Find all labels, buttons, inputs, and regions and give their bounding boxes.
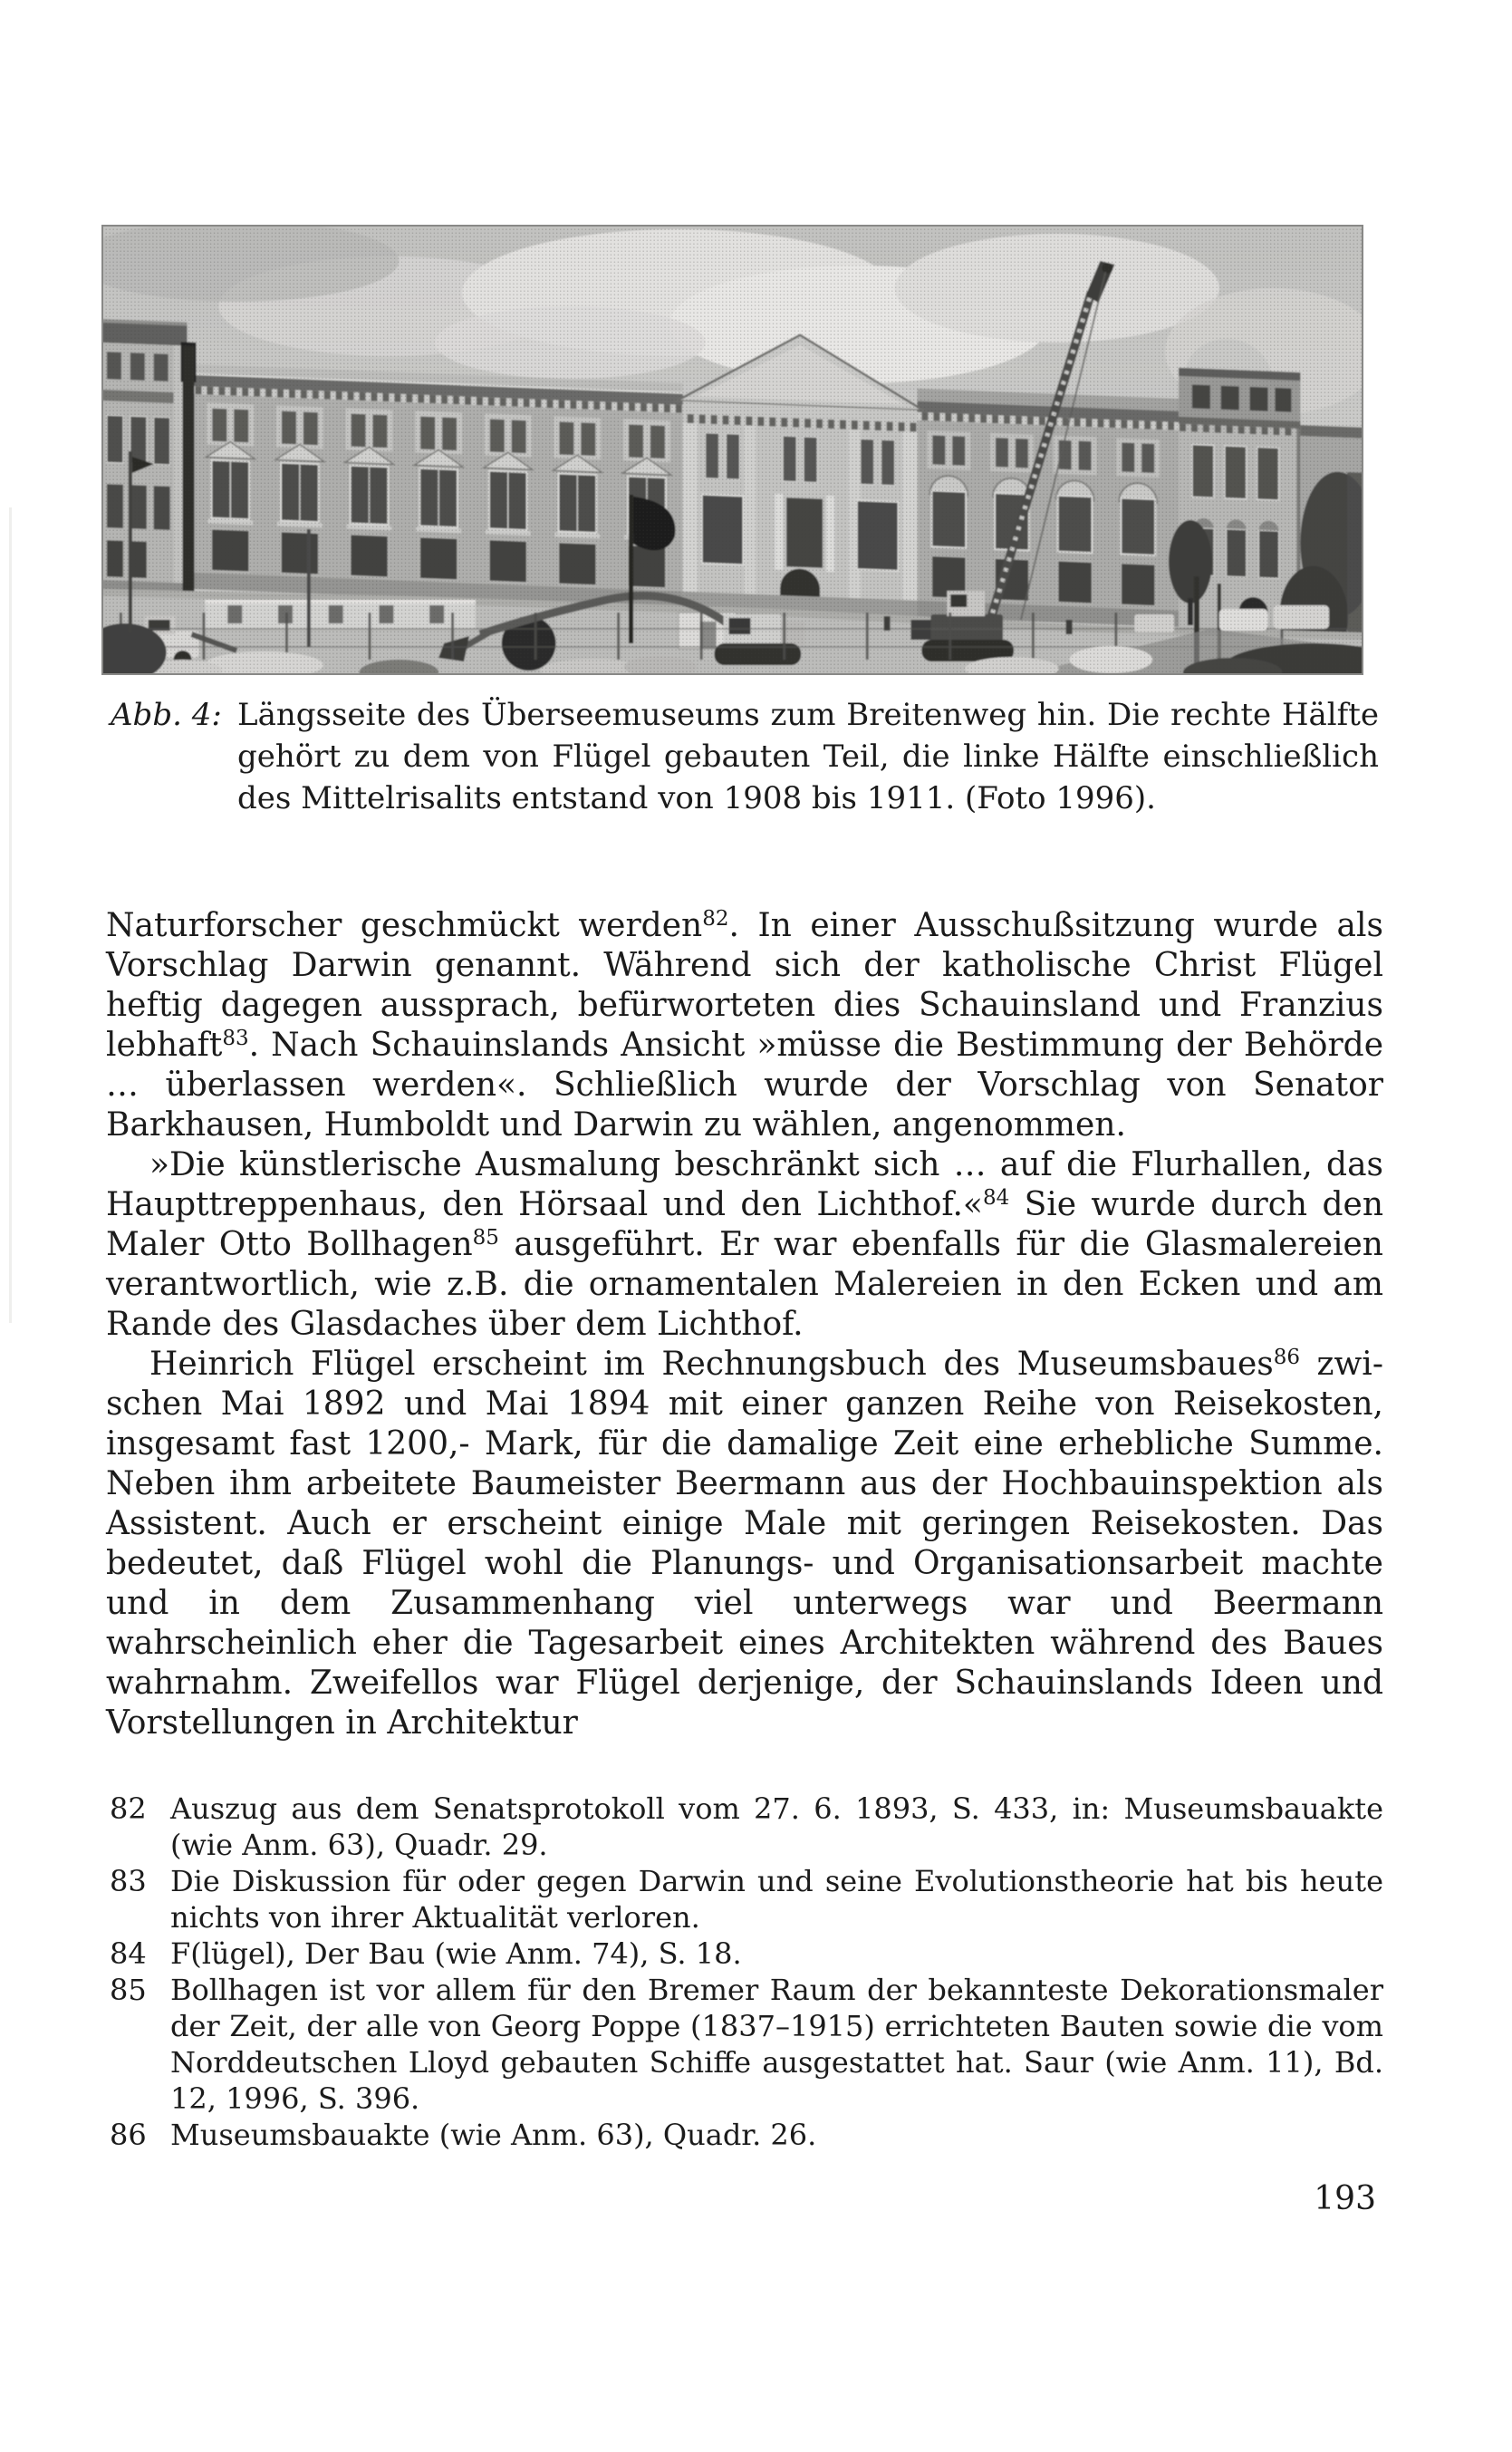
text-run: ausgeführt. Er war ebenfalls für die Glasmalereien verantwortlich, wie z.B. die ornamentalen Malereien in den Ecken und am Rande des Glasdaches über dem Lichthof. xyxy=(106,1226,1383,1343)
figure-caption-text: Längsseite des Überseemuseums zum Breitenweg hin. Die rechte Hälfte gehört zu dem von Flügel gebauten Teil, die linke Hälfte einschließlich des Mittelrisalits entstand von 1908 bis 1911. (Foto 1996). xyxy=(237,697,1379,816)
text-run: »Die künstlerische Ausmalung beschränkt sich … auf die Flurhallen, das Haupttreppenhaus, den Hörsaal und den Lichthof.« xyxy=(106,1146,1383,1223)
footnote-text: Die Diskussion für oder gegen Darwin und seine Evolutionstheorie hat bis heute nichts von ihrer Aktualität verloren. xyxy=(170,1864,1383,1935)
footnote-ref-86: 86 xyxy=(1273,1346,1301,1369)
figure-caption xyxy=(111,694,1379,819)
scan-artifact-line xyxy=(9,507,12,1323)
paragraph-2 xyxy=(106,1145,1383,1345)
footnote-ref-85: 85 xyxy=(472,1226,499,1250)
footnote-ref-84: 84 xyxy=(982,1186,1010,1210)
text-run: Naturforscher geschmückt werden xyxy=(106,907,703,944)
page-number: 193 xyxy=(1314,2180,1376,2217)
footnote-83 xyxy=(110,1863,1383,1936)
footnote-ref-83: 83 xyxy=(222,1027,249,1050)
body-text xyxy=(106,906,1383,1743)
footnote-ref-82: 82 xyxy=(702,907,729,931)
footnote-text: Museumsbauakte (wie Anm. 63), Quadr. 26. xyxy=(170,2118,817,2152)
text-run: Sie wurde durch den Maler Otto Bollhagen xyxy=(106,1186,1383,1263)
footnote-85 xyxy=(110,1972,1383,2117)
footnote-text: F(lügel), Der Bau (wie Anm. 74), S. 18. xyxy=(170,1936,742,1971)
footnote-text: Auszug aus dem Senatsprotokoll vom 27. 6. 1893, S. 433, in: Museumsbauakte (wie Anm. 63), Quadr. 29. xyxy=(170,1791,1383,1862)
figure-photo xyxy=(101,225,1363,675)
footnote-number: 83 xyxy=(110,1864,147,1898)
footnote-text: Bollhagen ist vor allem für den Bremer Raum der bekannteste Dekorationsmaler der Zeit, der alle von Georg Poppe (1837–1915) errichteten Bauten sowie die vom Norddeutschen Lloyd gebauten Schiffe ausgestattet hat. Saur (wie Anm. 11), Bd. 12, 1996, S. 396. xyxy=(170,1973,1383,2116)
text-run: . In einer Ausschußsitzung wurde als Vorschlag Darwin genannt. Während sich der katholische Christ Flügel heftig dagegen aussprach, befürworteten dies Schauinsland und Franzius lebhaft xyxy=(106,907,1383,1064)
footnote-86 xyxy=(110,2117,1383,2153)
footnote-84 xyxy=(110,1936,1383,1972)
footnote-number: 85 xyxy=(110,1973,147,2007)
footnote-number: 84 xyxy=(110,1936,147,1971)
text-run: . Nach Schauinslands Ansicht »müsse die Bestimmung der Behörde … überlassen werden«. Schließlich wurde der Vorschlag von Senator Barkhausen, Humboldt und Darwin zu wählen, angenommen. xyxy=(106,1027,1383,1144)
footnote-number: 86 xyxy=(110,2118,147,2152)
figure-label: Abb. 4: xyxy=(111,697,222,733)
museum-construction-photo xyxy=(101,225,1363,675)
text-run: zwischen Mai 1892 und Mai 1894 mit einer ganzen Reihe von Reisekosten, insgesamt fast 1200,- Mark, für die damalige Zeit eine erhebliche Summe. Neben ihm arbeitete Baumeister Beermann aus der Hochbauinspektion als Assistent. Auch er erscheint einige Male mit geringen Reisekosten. Das bedeutet, daß Flügel wohl die Planungs- und Organisationsarbeit machte und in dem Zusammenhang viel unterwegs war und Beermann wahrscheinlich eher die Tagesarbeit eines Architekten während des Baues wahrnahm. Zweifellos war Flügel derjenige, der Schauinslands Ideen und Vorstellungen in Architektur xyxy=(106,1346,1383,1742)
footnote-number: 82 xyxy=(110,1791,147,1826)
footnote-82 xyxy=(110,1791,1383,1863)
halftone-overlay xyxy=(101,225,1363,675)
paragraph-1 xyxy=(106,906,1383,1145)
footnotes xyxy=(110,1791,1383,2153)
text-run: Heinrich Flügel erscheint im Rechnungsbuch des Museumsbaues xyxy=(149,1346,1274,1383)
paragraph-3 xyxy=(106,1345,1383,1743)
